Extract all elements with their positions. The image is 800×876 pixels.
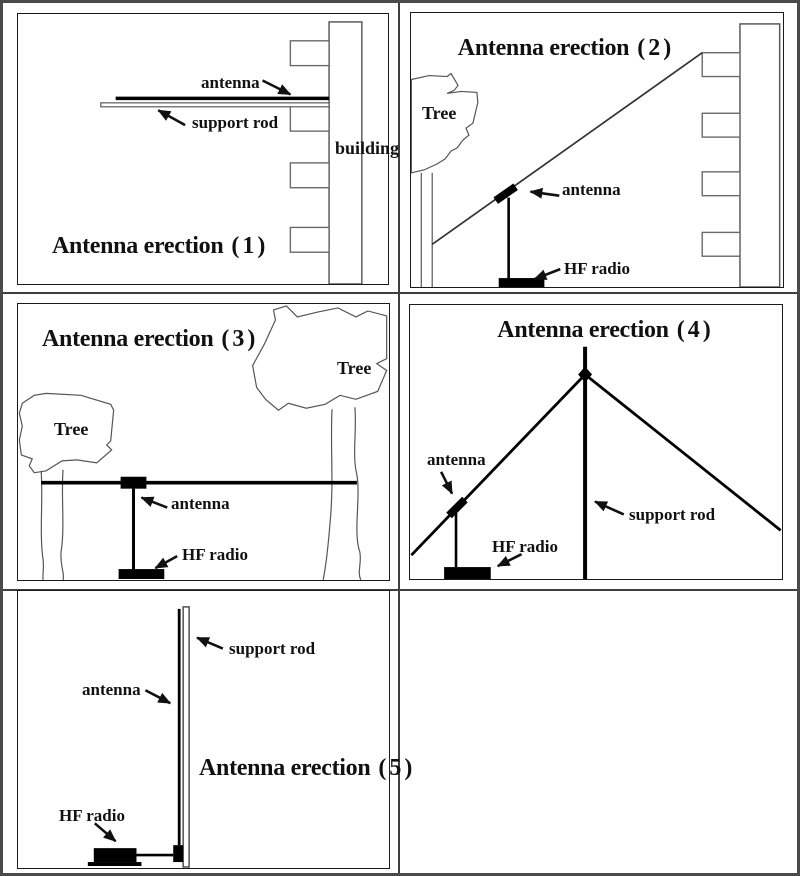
panel1-title-number: (1): [231, 233, 269, 259]
panel-antenna-erection-1: [17, 13, 400, 285]
panel5-title-number: (5): [378, 755, 416, 781]
panel3-title-number: (3): [221, 326, 259, 352]
building-window: [290, 163, 329, 188]
hf-radio: [119, 569, 165, 579]
building-window: [290, 41, 329, 66]
panel2-title-number: (2): [637, 35, 675, 61]
antenna-feed-block: [173, 845, 183, 862]
antenna-feed-block: [121, 477, 147, 489]
hf-radio: [499, 278, 545, 287]
panel4-title-number: (4): [676, 317, 714, 343]
hf-radio: [94, 848, 137, 862]
hf-radio-base: [88, 862, 142, 866]
panel4-drawing: [410, 305, 782, 579]
panel2-title: [411, 35, 721, 62]
hf-radio-arrow: [534, 269, 560, 279]
panel1-title-text: Antenna erection: [52, 233, 224, 259]
panel5-title: [199, 755, 415, 782]
panel-antenna-erection-2: [410, 12, 784, 288]
building-window: [290, 227, 329, 252]
support-rod-arrow: [158, 110, 185, 125]
antenna-arrow: [145, 690, 170, 703]
antenna-label: antenna: [427, 450, 486, 469]
panel4-title-text: Antenna erection: [497, 317, 669, 343]
tree-label: Tree: [337, 358, 372, 378]
hf-radio-arrow: [155, 556, 177, 568]
antenna-arrow: [441, 472, 452, 494]
panel-antenna-erection-3: [17, 303, 390, 581]
panel3-title-text: Antenna erection: [42, 326, 214, 352]
tree-canopy: [411, 74, 478, 173]
hf-radio-label: HF radio: [182, 545, 248, 564]
hf-radio-label: HF radio: [564, 259, 630, 278]
building-window: [290, 106, 329, 131]
hf-radio: [444, 567, 491, 579]
panel2-title-text: Antenna erection: [457, 35, 630, 61]
panel-antenna-erection-4: [409, 304, 783, 580]
antenna-element: [496, 187, 516, 201]
building: [740, 24, 780, 287]
grid-divider-vertical: [398, 3, 400, 876]
panel3-title: [42, 326, 258, 353]
panel5-title-text: Antenna erection: [199, 755, 371, 781]
antenna-label: antenna: [562, 180, 621, 199]
support-rod-label: support rod: [229, 639, 316, 658]
hf-radio-label: HF radio: [59, 806, 125, 825]
support-rod: [183, 607, 189, 867]
support-rod-arrow: [595, 502, 624, 515]
antenna-arrow: [530, 192, 559, 196]
antenna-label: antenna: [82, 680, 141, 699]
building-window: [702, 232, 740, 256]
antenna-label: antenna: [201, 73, 260, 92]
support-rod-arrow: [197, 638, 223, 649]
hf-radio-arrow: [95, 823, 116, 841]
tree-trunk: [41, 471, 43, 580]
building-window: [702, 172, 740, 196]
panel5-drawing: [18, 591, 389, 868]
grid-divider-horizontal-1: [3, 292, 800, 294]
support-rod-label: support rod: [192, 113, 279, 132]
tree-trunk: [355, 407, 361, 580]
antenna-label: antenna: [171, 494, 230, 513]
building-window: [702, 113, 740, 137]
tree-label: Tree: [422, 103, 457, 123]
support-rod-label: support rod: [629, 505, 716, 524]
tree-trunk: [61, 470, 64, 580]
antenna-arrow: [263, 81, 291, 95]
antenna-arrow: [141, 498, 167, 508]
antenna-wire: [432, 53, 702, 245]
support-rod: [101, 103, 329, 107]
panel1-title: [52, 233, 268, 260]
tree-label: Tree: [54, 419, 89, 439]
tree-trunk: [323, 409, 332, 580]
building-label: building: [335, 138, 400, 158]
panel-antenna-erection-5: [17, 590, 416, 869]
hf-radio-label: HF radio: [492, 537, 558, 556]
panel4-title: [419, 317, 792, 344]
